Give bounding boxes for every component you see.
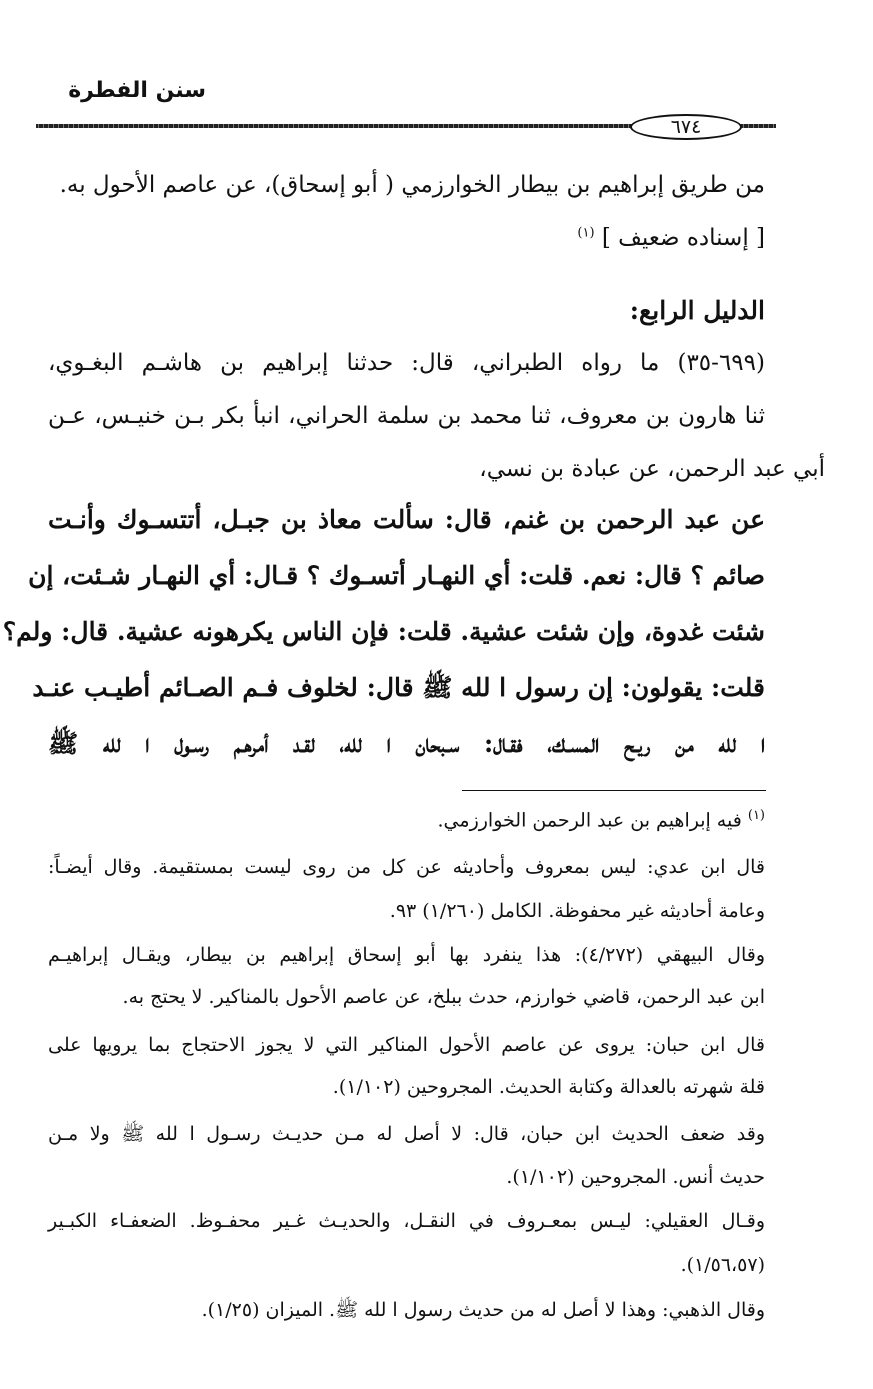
text-line-grade	[577, 225, 765, 251]
hadith-text-line: ا لله من ريـح المسـك، فقـال: سـبحان ا لله، لقـد أمرهـم رسـول ا لله ﷺ	[48, 729, 765, 758]
page-number: ٦٧٤	[630, 114, 742, 140]
footnote-line: وقـال العقيلي: ليـس بمعـروف في النقـل، والحديـث غـير محفـوظ. الضعفـاء الكبـير	[48, 1210, 765, 1232]
grade-text: [ إسناده ضعيف ]	[601, 225, 765, 251]
footnote-line: ابن عبد الرحمن، قاضي خوارزم، حدث ببلخ، عن عاصم الأحول بالمناكير. لا يحتج به.	[122, 986, 765, 1008]
footnote-line: وعامة أحاديثه غير محفوظة. الكامل (١/٢٦٠) ٩٣.	[389, 900, 765, 922]
footnote-text: فيه إبراهيم بن عبد الرحمن الخوارزمي.	[437, 809, 742, 832]
hadith-text-line: عن عبد الرحمن بن غنم، قال: سألت معاذ بن جبـل، أتتسـوك وأنـت	[48, 505, 765, 534]
book-title: سنن الفطرة	[68, 78, 206, 103]
footnote-line: قال ابن حبان: يروى عن عاصم الأحول المناكير التي لا يجوز الاحتجاج بما يرويها على	[48, 1034, 765, 1056]
text-line: أبي عبد الرحمن، عن عبادة بن نسي،	[479, 456, 825, 482]
footnote-line	[438, 808, 765, 831]
footnote-line: وقال البيهقي (٤/٢٧٢): هذا ينفرد بها أبو إسحاق إبراهيم بن بيطار، ويقـال إبراهيـم	[48, 944, 765, 966]
footnote-marker: (١)	[747, 808, 765, 823]
footnote-line: (١/٥٦،٥٧).	[680, 1254, 765, 1276]
text-line: ثنا هارون بن معروف، ثنا محمد بن سلمة الحراني، انبأ بكر بـن خنيـس، عـن	[48, 403, 765, 429]
footnote-line: حديث أنس. المجروحين (١/١٠٢).	[506, 1166, 765, 1188]
footnote-line: قال ابن عدي: ليس بمعروف وأحاديثه عن كل من روى ليست بمستقيمة. وقال أيضـاً:	[48, 856, 765, 878]
text-line: (٦٩٩-٣٥) ما رواه الطبراني، قال: حدثنا إبراهيم بن هاشـم البغـوي،	[48, 350, 765, 376]
hadith-text-line: صائم ؟ قال: نعم. قلت: أي النهـار أتسـوك ؟ قـال: أي النهـار شـئت، إن	[28, 561, 765, 590]
footnote-reference: (١)	[577, 225, 595, 241]
footnote-line: وقال الذهبي: وهذا لا أصل له من حديث رسول ا لله ﷺ. الميزان (١/٢٥).	[201, 1299, 765, 1321]
section-heading: الدليل الرابع:	[629, 296, 765, 325]
footnote-line: وقد ضعف الحديث ابن حبان، قال: لا أصل له مـن حديـث رسـول ا لله ﷺ ولا مـن	[48, 1123, 765, 1145]
hadith-text-line: شئت غدوة، وإن شئت عشية. قلت: فإن الناس يكرهونه عشية. قال: ولم؟	[2, 617, 765, 646]
footnote-separator	[462, 790, 766, 791]
text-line: من طريق إبراهيم بن بيطار الخوارزمي ( أبو إسحاق)، عن عاصم الأحول به.	[59, 172, 765, 198]
hadith-text-line: قلت: يقولون: إن رسول ا لله ﷺ قال: لخلوف فـم الصـائم أطيـب عنـد	[32, 673, 765, 702]
header-rule	[36, 112, 776, 138]
footnote-line: قلة شهرته بالعدالة وكتابة الحديث. المجروحين (١/١٠٢).	[332, 1076, 765, 1098]
